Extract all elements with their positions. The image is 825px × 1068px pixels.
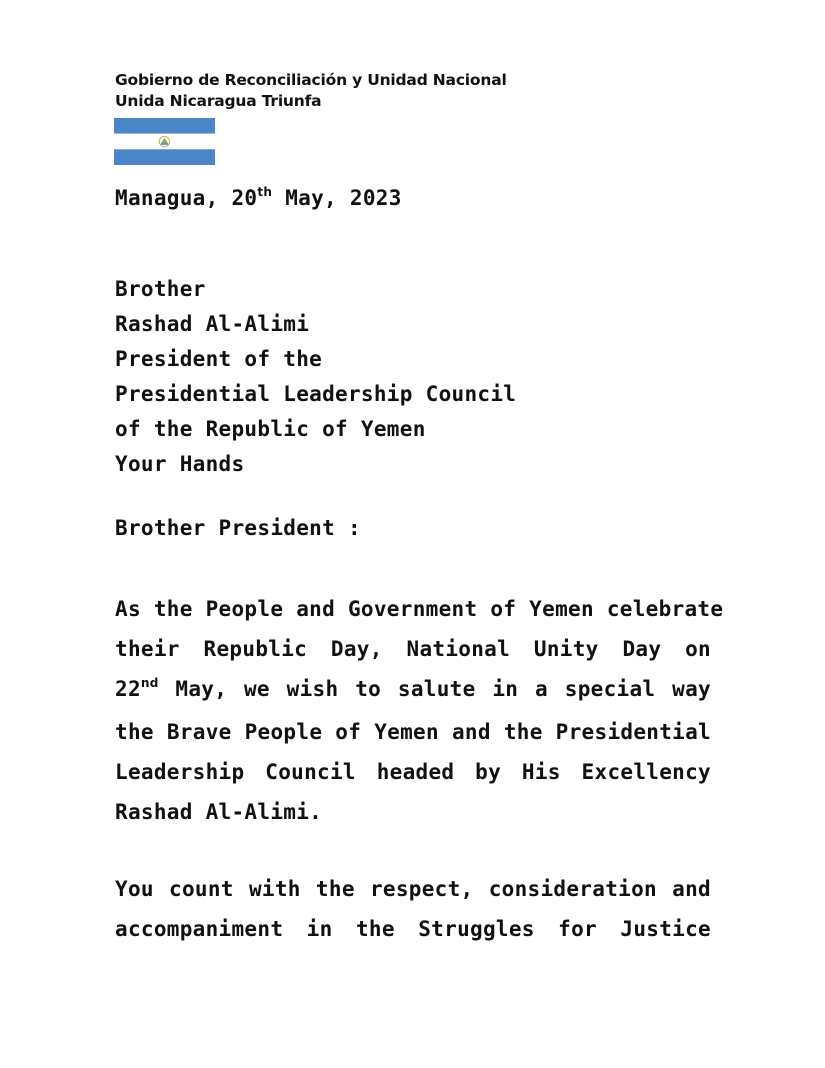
paragraph-line: accompaniment in the Struggles for Justice: [115, 917, 711, 941]
paragraph-line: As the People and Government of Yemen celebrate: [115, 597, 724, 621]
paragraph-line: the Brave People of Yemen and the Presidential: [115, 720, 711, 744]
paragraph-line: 22nd May, we wish to salute in a special way: [115, 676, 711, 701]
addressee-line: Brother: [115, 277, 206, 301]
body-paragraph-1: [115, 589, 724, 832]
salutation: Brother President :: [115, 516, 361, 540]
addressee-line: Presidential Leadership Council: [115, 382, 517, 406]
day-ordinal: nd: [140, 676, 159, 690]
letter-date: Managua, 20th May, 2023: [115, 185, 402, 210]
addressee-line: Rashad Al-Alimi: [115, 312, 310, 336]
date-ordinal: th: [257, 185, 273, 199]
government-name: Gobierno de Reconciliación y Unidad Nacional: [115, 71, 507, 89]
government-header: [115, 70, 507, 112]
paragraph-line: You count with the respect, consideration and: [115, 877, 711, 901]
government-slogan: Unida Nicaragua Triunfa: [115, 92, 322, 110]
addressee-line: of the Republic of Yemen: [115, 417, 426, 441]
nicaragua-flag-icon: [114, 118, 215, 165]
paragraph-line: their Republic Day, National Unity Day on: [115, 637, 711, 661]
paragraph-line: Leadership Council headed by His Excellency: [115, 760, 711, 784]
addressee-line: Your Hands: [115, 452, 245, 476]
body-paragraph-2: [115, 869, 711, 949]
addressee-line: President of the: [115, 347, 323, 371]
paragraph-line: Rashad Al-Alimi.: [115, 800, 323, 824]
addressee-block: [115, 272, 516, 482]
